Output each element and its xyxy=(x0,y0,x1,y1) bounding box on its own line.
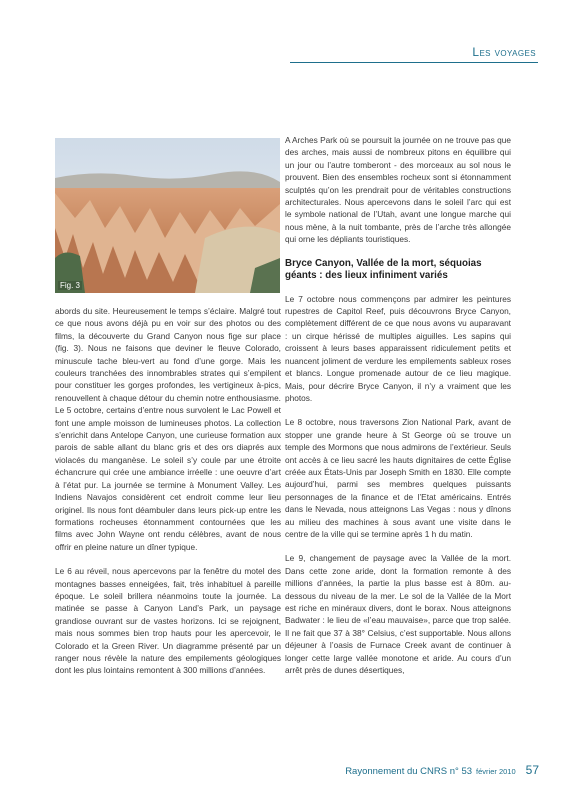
right-column xyxy=(285,134,511,688)
page-number: 57 xyxy=(525,763,539,777)
section-subheading: Bryce Canyon, Vallée de la mort, séquoias géants : des lieux infiniment variés xyxy=(285,257,482,282)
left-paragraph: Le 6 au réveil, nous apercevons par la fenêtre du motel des montagnes basses enneigées, fait, très inhabituel à pareille époque. Le soleil brillera néanmoins toute la journée. La matinée se passe à Canyon Land’s Park, un paysage grandiose ouvrant sur de vastes horizons. Ici se rejoignent, mais nous sommes bien trop hauts pour les apercevoir, le Colorado et la Green River. Un diagramme présenté par un ranger nous révèle la nature des empilements géologiques dont les plus lointains remontent à 300 millions d’années. xyxy=(55,566,281,676)
canyon-photo xyxy=(55,138,280,293)
left-column xyxy=(55,305,281,689)
figure-label: Fig. 3 xyxy=(60,281,81,290)
publication-date: février 2010 xyxy=(476,767,516,776)
right-paragraph: Le 9, changement de paysage avec la Vallée de la mort. Dans cette zone aride, dont la formation remonte à des millions d’années, la partie la plus basse est à 80m. au-dessous du niveau de la mer. Le sol de la Vallée de la Mort est riche en minéraux divers, dont le borax. Nous atteignons Badwater : le lieu de «l’eau mauvaise», parce que trop salée. Il ne fait que 37 à 38° Celsius, c’est supportable. Nous allons déjeuner à l’oasis de Furnace Creek avant de continuer à longer cette large vallée monotone et aride. Au cours d’un arrêt près de dunes désertiques, xyxy=(285,553,511,676)
right-paragraph: Le 8 octobre, nous traversons Zion National Park, avant de stopper une grande heure à St George où se trouve un temple des Mormons que nous admirons de l’extérieur. Seuls ont accès à ce lieu sacré les hauts dignitaires de cette Église créée aux États-Unis par Joseph Smith en 1830. Elle compte aujourd’hui, parmi ses membres quelques puissants personnages de la finance et de l’Etat américains. Entrés dans le Nevada, nous atteignons Las Vegas : nous y dînons au milieu des machines à sous avant une visite dans le centre de la ville qui se termine après 1 h du matin. xyxy=(285,417,511,539)
publication-name: Rayonnement du CNRS n° 53 xyxy=(345,766,473,777)
left-paragraph: abords du site. Heureusement le temps s’éclaire. Malgré tout ce que nous avons déjà pu en voir sur des photos ou des films, la découverte du Grand Canyon nous fige sur place (fig. 3). Nous ne faisons que deviner le fleuve Colorado, minuscule tache bleu-vert au fond d’une gorge. Mais les couleurs tranchées des innombrables strates qui s’empilent pour constituer les gorges profondes, les vertigineux à-pics, renouvellent à chaque détour du chemin notre enthousiasme. Le 5 octobre, certains d’entre nous survolent le Lac Powell et font une ample moisson de lumineuses photos. La collection s’enrichit dans Antelope Canyon, une curieuse formation aux parois de sable allant du blanc gris et des ors diaprés aux violacés du manganèse. Le soleil s’y coule par une étroite échancrure qui crée une ambiance irréelle : une oeuvre d’art à l’état pur. La journée se termine à Monument Valley. Les Indiens Navajos considèrent cet endroit comme leur lieu originel. Ils nous font déambuler dans leurs pick-up entre les formations rocheuses étonnamment contournées que les films avec John Wayne ont rendu célèbres, avant de nous offrir en pleine nature un dîner typique. xyxy=(55,306,281,552)
right-paragraph: Le 7 octobre nous commençons par admirer les peintures rupestres de Capitol Reef, puis découvrons Bryce Canyon, complètement différent de ce que nous avons vu auparavant : un cirque hérissé de multiples aiguilles. Les sapins qui croissent à leurs bases apparaissent ridiculement petits et nuancent joliment de verdure les empilements sableux roses et blancs. Longue promenade autour de ce lieu magique. Mais, pour décrire Bryce Canyon, il n’y a vraiment que les photos. xyxy=(285,293,511,403)
section-rule xyxy=(290,62,538,63)
right-intro-paragraph: A Arches Park où se poursuit la journée on ne trouve pas que des arches, mais aussi de nombreux pitons en équilibre qui un jour ou l’autre tomberont - des morceaux au sol nous le prouvent. Bien des ensembles rocheux sont si étonnamment sculptés qu’on les prendrait pour de véritables constructions architecturales. Nous apercevons dans le soleil l’arc qui est le symbole national de l’Utah, avant une longue marche qui nous mène, à la nuit tombante, près de l’arche très allongée qui orne les dépliants touristiques. xyxy=(285,135,511,245)
page-footer xyxy=(345,763,539,777)
section-title: Les voyages xyxy=(472,45,536,59)
